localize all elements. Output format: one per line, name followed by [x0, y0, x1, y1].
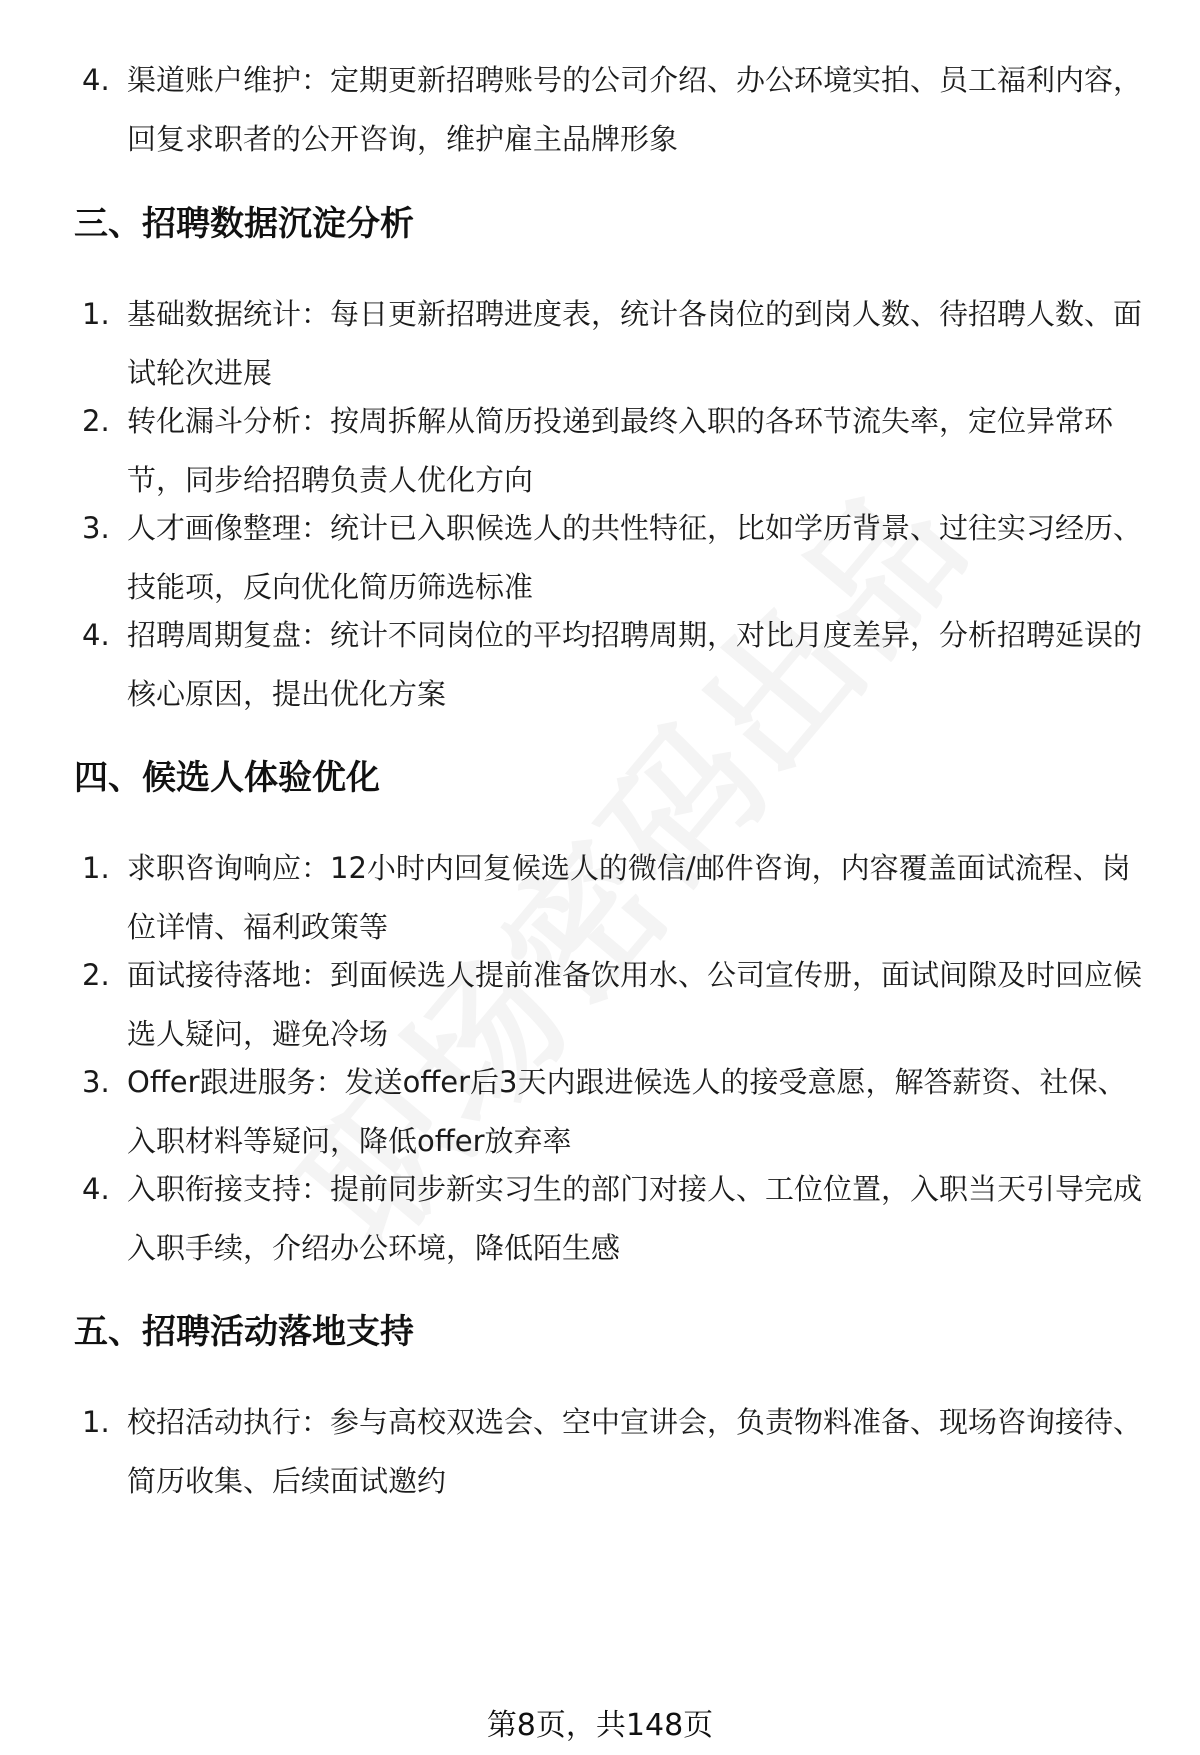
list-item-number: 3.: [82, 1065, 110, 1099]
list-item-number: 2.: [82, 958, 110, 992]
list-item-number: 1.: [82, 851, 110, 885]
list-item-number: 4.: [82, 63, 110, 97]
list-item-text: Offer跟进服务：发送offer后3天内跟进候选人的接受意愿，解答薪资、社保、入职材料等疑问，降低offer放弃率: [127, 1065, 1127, 1158]
list-item-text: 人才画像整理：统计已入职候选人的共性特征，比如学历背景、过往实习经历、技能项，反向优化简历筛选标准: [127, 511, 1143, 604]
page-footer: 第8页，共148页: [486, 1708, 714, 1743]
section-heading: 五、招聘活动落地支持: [74, 1312, 414, 1352]
list-item-number: 3.: [82, 511, 110, 545]
section-heading: 四、候选人体验优化: [74, 758, 380, 798]
list-item-text: 渠道账户维护：定期更新招聘账号的公司介绍、办公环境实拍、员工福利内容，回复求职者的公开咨询，维护雇主品牌形象: [127, 63, 1143, 156]
list-item-number: 1.: [82, 297, 110, 331]
list-item-text: 转化漏斗分析：按周拆解从简历投递到最终入职的各环节流失率，定位异常环节，同步给招聘负责人优化方向: [127, 404, 1114, 497]
list-item-text: 求职咨询响应：12小时内回复候选人的微信/邮件咨询，内容覆盖面试流程、岗位详情、福利政策等: [127, 851, 1131, 944]
list-item-number: 4.: [82, 618, 110, 652]
list-item-text: 招聘周期复盘：统计不同岗位的平均招聘周期，对比月度差异，分析招聘延误的核心原因，提出优化方案: [127, 618, 1143, 711]
list-item-number: 2.: [82, 404, 110, 438]
list-item-text: 基础数据统计：每日更新招聘进度表，统计各岗位的到岗人数、待招聘人数、面试轮次进展: [127, 297, 1143, 390]
list-item-number: 4.: [82, 1172, 110, 1206]
list-item-text: 入职衔接支持：提前同步新实习生的部门对接人、工位位置，入职当天引导完成入职手续，介绍办公环境，降低陌生感: [127, 1172, 1143, 1265]
list-item-text: 校招活动执行：参与高校双选会、空中宣讲会，负责物料准备、现场咨询接待、简历收集、后续面试邀约: [127, 1405, 1143, 1498]
list-item-text: 面试接待落地：到面候选人提前准备饮用水、公司宣传册，面试间隙及时回应候选人疑问，避免冷场: [127, 958, 1143, 1051]
list-item-number: 1.: [82, 1405, 110, 1439]
section-heading: 三、招聘数据沉淀分析: [74, 204, 414, 244]
